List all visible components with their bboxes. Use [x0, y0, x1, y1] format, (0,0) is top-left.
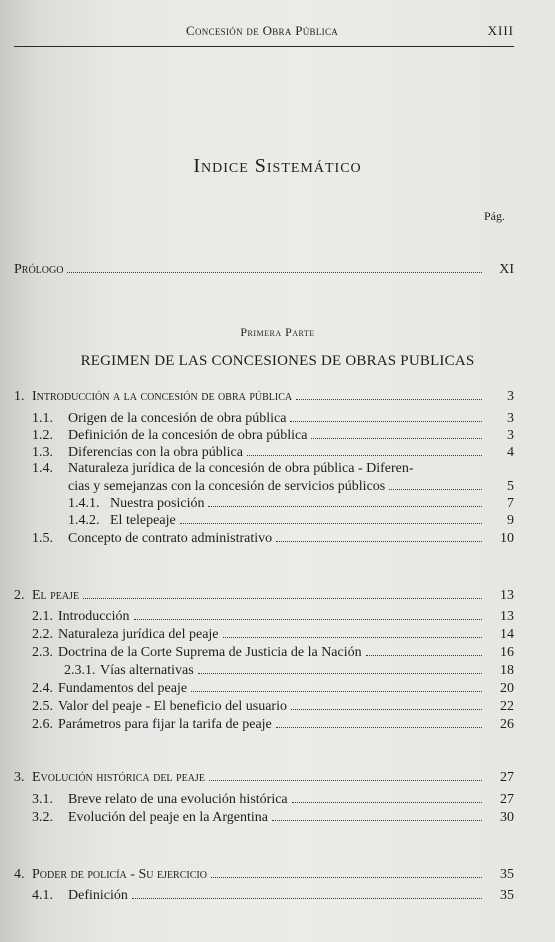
- toc-entry-page: 5: [507, 479, 514, 494]
- toc-entry-number: 1.2.: [32, 428, 53, 443]
- dot-leader: [134, 607, 482, 620]
- toc-section-page: 27: [500, 770, 514, 785]
- toc-entry-label-continuation: cias y semejanzas con la concesión de servicios públicos: [68, 479, 386, 494]
- toc-entry-page: 26: [500, 717, 514, 732]
- toc-entry: [32, 808, 514, 826]
- toc-entry-label: Evolución del peaje en la Argentina: [68, 810, 268, 825]
- toc-entry-page: 27: [500, 792, 514, 807]
- toc-entry-number: 2.2.: [32, 627, 53, 642]
- toc-entry: [32, 529, 514, 547]
- page-column-label: Pág.: [484, 209, 505, 223]
- toc-section-page: 13: [500, 588, 514, 603]
- toc-entry-label: Valor del peaje - El beneficio del usuario: [58, 699, 287, 714]
- running-header: [14, 20, 514, 47]
- toc-entry-number: 1.4.1.: [68, 496, 100, 511]
- toc-entry-label: Parámetros para fijar la tarifa de peaje: [58, 717, 272, 732]
- toc-entry-number: 2.3.1.: [64, 663, 96, 678]
- toc-entry-label: Concepto de contrato administrativo: [68, 531, 273, 546]
- toc-entry-page: 14: [500, 627, 514, 642]
- toc-section-label: Introducción a la concesión de obra pública: [32, 389, 293, 404]
- toc-entry: [32, 886, 514, 904]
- part-label: Primera Parte: [240, 325, 315, 339]
- toc-entry-number: 1.4.: [32, 461, 53, 476]
- dot-leader: [272, 808, 482, 821]
- toc-entry-page: 3: [507, 411, 514, 426]
- toc-entry-label: Definición: [68, 888, 128, 903]
- toc-entry: [32, 625, 514, 643]
- dot-leader: [180, 511, 482, 524]
- toc-section-label: Poder de policía - Su ejercicio: [32, 867, 207, 882]
- dot-leader: [191, 679, 482, 692]
- toc-entry-page: 10: [500, 531, 514, 546]
- toc-entry-number: 1.1.: [32, 411, 53, 426]
- toc-section-3: [14, 768, 514, 786]
- toc-subentry: [68, 511, 514, 529]
- dot-leader: [276, 529, 482, 542]
- toc-entry: [32, 697, 514, 715]
- part-title: REGIMEN DE LAS CONCESIONES DE OBRAS PUBLICAS: [80, 353, 475, 369]
- toc-entry-page: XI: [499, 262, 514, 277]
- toc-section-number: 3.: [14, 770, 25, 785]
- toc-entry: [32, 607, 514, 625]
- toc-section-number: 2.: [14, 588, 25, 603]
- toc-section-2: [14, 586, 514, 604]
- page-folio: XIII: [487, 23, 514, 38]
- toc-entry: [32, 679, 514, 697]
- dot-leader: [276, 715, 482, 728]
- toc-section-number: 1.: [14, 389, 25, 404]
- toc-subentry: [68, 494, 514, 512]
- toc-entry-page: 30: [500, 810, 514, 825]
- dot-leader: [296, 387, 482, 400]
- toc-entry-page: 4: [507, 445, 514, 460]
- toc-section-label: El peaje: [32, 588, 80, 603]
- toc-entry-number: 2.4.: [32, 681, 53, 696]
- dot-leader: [311, 426, 482, 439]
- toc-section-label: Evolución histórica del peaje: [32, 770, 205, 785]
- toc-entry-page: 20: [500, 681, 514, 696]
- toc-entry: [32, 426, 514, 444]
- toc-entry-label: Definición de la concesión de obra pública: [68, 428, 308, 443]
- toc-entry-number: 3.2.: [32, 810, 53, 825]
- dot-leader: [290, 409, 482, 422]
- dot-leader: [366, 643, 482, 656]
- toc-section-page: 3: [507, 389, 514, 404]
- toc-entry-number: 2.1.: [32, 609, 53, 624]
- toc-entry-label: Doctrina de la Corte Suprema de Justicia de la Nación: [58, 645, 362, 660]
- toc-entry-label: Origen de la concesión de obra pública: [68, 411, 287, 426]
- toc-subentry: [64, 661, 514, 679]
- toc-entry-label: Naturaleza jurídica del peaje: [58, 627, 219, 642]
- dot-leader: [223, 625, 482, 638]
- dot-leader: [208, 494, 482, 507]
- toc-entry-page: 3: [507, 428, 514, 443]
- dot-leader: [67, 260, 482, 273]
- toc-entry: [32, 715, 514, 733]
- toc-entry-page: 13: [500, 609, 514, 624]
- dot-leader: [211, 865, 482, 878]
- toc-entry-page: 22: [500, 699, 514, 714]
- toc-entry-page: 9: [507, 513, 514, 528]
- toc-entry-label: El telepeaje: [110, 513, 176, 528]
- toc-entry-number: 1.4.2.: [68, 513, 100, 528]
- index-title: Indice Sistemático: [193, 155, 362, 177]
- toc-entry-label: Diferencias con la obra pública: [68, 445, 243, 460]
- toc-section-4: [14, 865, 514, 883]
- toc-entry-label: Fundamentos del peaje: [58, 681, 188, 696]
- toc-entry-number: 4.1.: [32, 888, 53, 903]
- dot-leader: [198, 661, 482, 674]
- toc-entry-number: 2.6.: [32, 717, 53, 732]
- dot-leader: [291, 697, 482, 710]
- dot-leader: [389, 477, 482, 490]
- dot-leader: [83, 586, 482, 599]
- toc-entry-number: 1.5.: [32, 531, 53, 546]
- toc-entry: [32, 790, 514, 808]
- dot-leader: [209, 768, 482, 781]
- toc-entry-label: Vías alternativas: [100, 663, 194, 678]
- dot-leader: [132, 886, 482, 899]
- toc-section-page: 35: [500, 867, 514, 882]
- toc-entry-label: Naturaleza jurídica de la concesión de obra pública - Diferen-: [68, 461, 414, 476]
- toc-entry: [32, 460, 514, 477]
- toc-entry: [32, 643, 514, 661]
- toc-entry: [32, 409, 514, 427]
- toc-entry-page: 18: [500, 663, 514, 678]
- toc-entry-label: Prólogo: [14, 262, 64, 277]
- toc-section-1: [14, 387, 514, 405]
- toc-entry-page: 16: [500, 645, 514, 660]
- dot-leader: [292, 790, 482, 803]
- toc-entry-page: 7: [507, 496, 514, 511]
- dot-leader: [247, 443, 482, 456]
- toc-entry-label: Nuestra posición: [110, 496, 205, 511]
- toc-entry-number: 3.1.: [32, 792, 53, 807]
- toc-section-number: 4.: [14, 867, 25, 882]
- toc-entry: [32, 443, 514, 461]
- toc-entry-label: Introducción: [58, 609, 130, 624]
- toc-entry-label: Breve relato de una evolución histórica: [68, 792, 288, 807]
- toc-entry-prologo: [14, 260, 514, 278]
- toc-entry-number: 1.3.: [32, 445, 53, 460]
- toc-entry-page: 35: [500, 888, 514, 903]
- toc-entry-number: 2.3.: [32, 645, 53, 660]
- toc-entry-continuation: [68, 477, 514, 495]
- running-title: Concesión de Obra Pública: [186, 23, 339, 38]
- toc-entry-number: 2.5.: [32, 699, 53, 714]
